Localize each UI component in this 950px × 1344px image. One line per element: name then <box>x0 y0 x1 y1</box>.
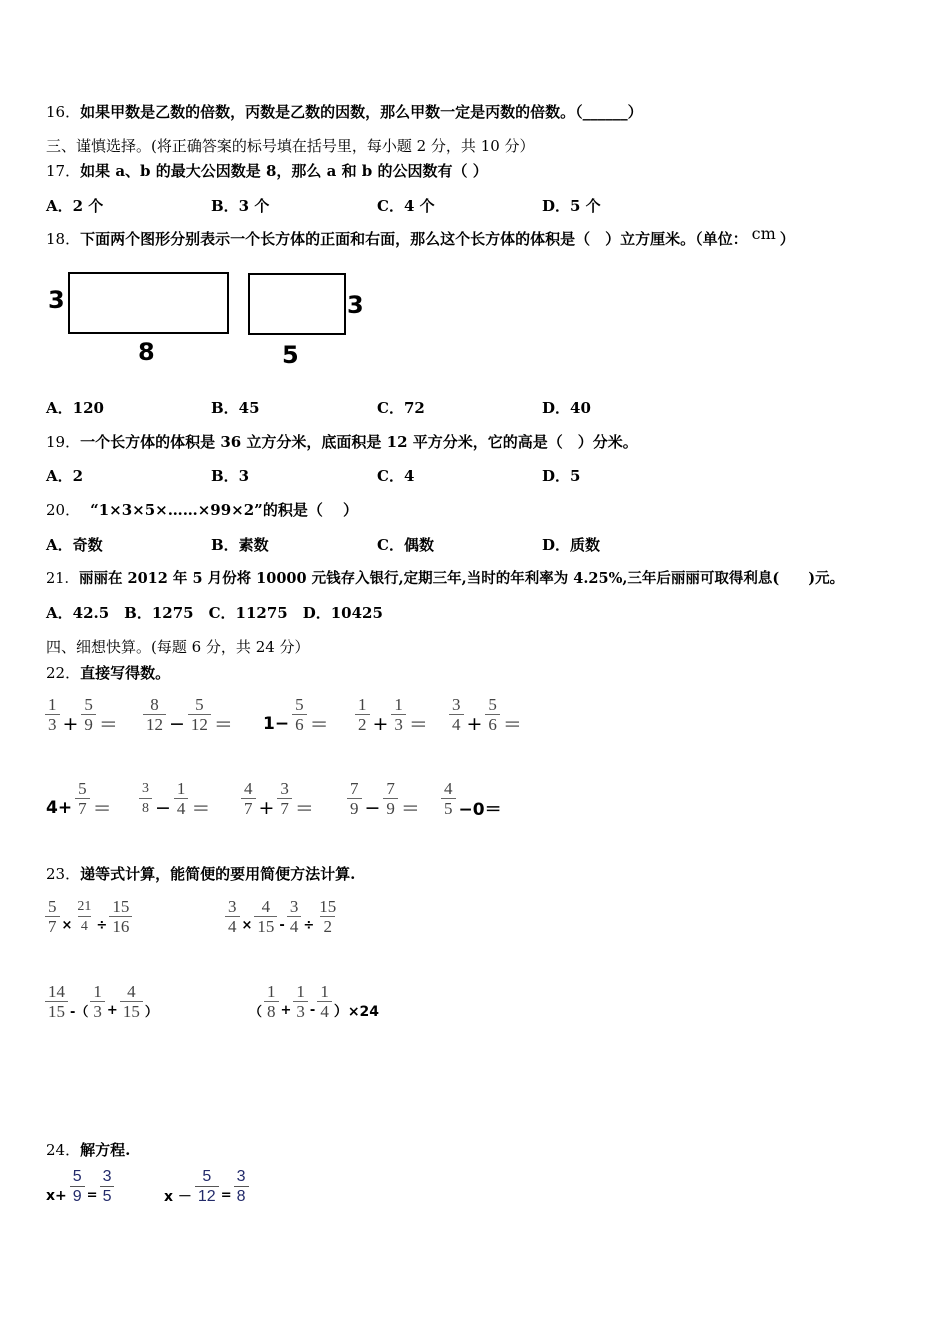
option-d[interactable]: D．5 <box>542 467 581 485</box>
option-d[interactable]: D．40 <box>542 399 591 417</box>
question-number: 22． <box>46 664 81 682</box>
calc-22-10: 4 5 −0＝ <box>440 779 504 818</box>
question-16 <box>46 102 643 122</box>
option-b[interactable]: B．3 个 <box>211 197 270 215</box>
calc-23-1: $\frac{5}{7}$ × $\frac{21}{4}$ ÷ $\frac{15}{16}$ <box>44 897 133 936</box>
right-rectangle <box>248 273 346 335</box>
calc-22-9: 7 9 − $\frac{7}{9}$ ＝ <box>346 779 422 818</box>
question-number: 18． <box>46 230 81 248</box>
option-c[interactable]: C．偶数 <box>377 536 434 554</box>
question-number: 16． <box>46 103 81 121</box>
equation-24-1: x+ $\frac{5}{9}$ = $\frac{3}{5}$ <box>44 1167 115 1206</box>
question-23 <box>46 864 355 884</box>
question-text: 下面两个图形分别表示一个长方体的正面和右面，那么这个长方体的体积是（ ）立方厘米。（单位： <box>80 230 748 248</box>
question-text: “1×3×5×……×99×2”的积是（ ） <box>90 501 359 519</box>
section-3-heading: 三、谨慎选择。(将正确答案的标号填在括号里，每小题 2 分，共 10 分） <box>46 137 535 155</box>
option-b[interactable]: B．45 <box>211 399 260 417</box>
question-number: 23． <box>46 865 81 883</box>
calc-22-5: 3 4 + $\frac{5}{6}$ ＝ <box>448 695 524 734</box>
option-b[interactable]: B．3 <box>211 467 250 485</box>
option-d[interactable]: D．质数 <box>542 536 601 554</box>
question-number: 17． <box>46 162 81 180</box>
calc-22-3: 1− $\frac{5}{6}$ ＝ <box>263 695 329 736</box>
question-number: 21． <box>46 571 79 587</box>
calc-22-1: 1 3 + $\frac{5}{9}$ ＝ <box>44 695 120 734</box>
question-24 <box>46 1140 130 1160</box>
calc-23-3: 14 15 -（ 1 3 + $\frac{4}{15}$ ） <box>44 982 159 1021</box>
calc-22-8: 4 7 + $\frac{3}{7}$ ＝ <box>240 779 316 818</box>
front-width-label: 8 <box>138 338 155 366</box>
calc-22-7: 3 8 − $\frac{1}{4}$ ＝ <box>138 779 212 818</box>
calc-22-2: 8 12 − $\frac{5}{12}$ ＝ <box>142 695 235 734</box>
question-21 <box>46 569 844 589</box>
calc-23-4: （ 1 8 + $\frac{1}{3}$ - 1 4 ）×24 <box>249 982 380 1021</box>
calc-23-2: $\frac{3}{4}$ × $\frac{4}{15}$ - $\frac{3}{4}$ ÷ $\frac{15}{2}$ <box>224 897 340 936</box>
question-22 <box>46 663 170 683</box>
option-b[interactable]: B．素数 <box>211 536 269 554</box>
question-text: 解方程. <box>80 1141 131 1159</box>
option-a[interactable]: A．2 个 <box>46 197 104 215</box>
option-a[interactable]: A．120 <box>46 399 104 417</box>
question-text: 如果 a、b 的最大公因数是 8，那么 a 和 b 的公因数有（ ） <box>80 162 488 180</box>
question-number: 20． <box>46 501 81 519</box>
question-20 <box>46 500 358 520</box>
right-height-label: 3 <box>347 291 364 319</box>
front-height-label: 3 <box>48 286 65 314</box>
question-17 <box>46 161 488 181</box>
option-c[interactable]: C．4 个 <box>377 197 435 215</box>
option-c[interactable]: C．72 <box>377 399 425 417</box>
equation-24-2: x － $\frac{5}{12}$ = $\frac{3}{8}$ <box>162 1167 250 1206</box>
front-rectangle <box>68 272 229 334</box>
right-width-label: 5 <box>282 341 299 369</box>
calc-22-4: 1 2 + $\frac{1}{3}$ ＝ <box>354 695 430 734</box>
option-a[interactable]: A．2 <box>46 467 84 485</box>
question-text: 递等式计算，能简便的要用简便方法计算. <box>80 865 356 883</box>
question-number: 24． <box>46 1141 81 1159</box>
question-close: ） <box>779 230 795 248</box>
question-text: 一个长方体的体积是 36 立方分米，底面积是 12 平方分米，它的高是（ ）分米。 <box>80 433 638 451</box>
options-row[interactable]: A．42.5 B．1275 C．11275 D．10425 <box>46 604 383 622</box>
option-a[interactable]: A．奇数 <box>46 536 103 554</box>
unit-cm: cm <box>751 224 776 243</box>
question-text: 如果甲数是乙数的倍数，丙数是乙数的因数，那么甲数一定是丙数的倍数。（______） <box>80 103 643 121</box>
option-c[interactable]: C．4 <box>377 467 415 485</box>
section-4-heading: 四、细想快算。(每题 6 分，共 24 分） <box>46 638 310 656</box>
question-text: 丽丽在 2012 年 5 月份将 10000 元钱存入银行,定期三年,当时的年利率为 4.25%,三年后丽丽可取得利息( )元。 <box>78 570 845 587</box>
calc-22-6: 4+ $\frac{5}{7}$ ＝ <box>46 779 112 820</box>
question-number: 19． <box>46 433 81 451</box>
question-19 <box>46 432 638 452</box>
option-d[interactable]: D．5 个 <box>542 197 601 215</box>
question-text: 直接写得数。 <box>80 664 171 682</box>
question-18 <box>46 224 795 249</box>
